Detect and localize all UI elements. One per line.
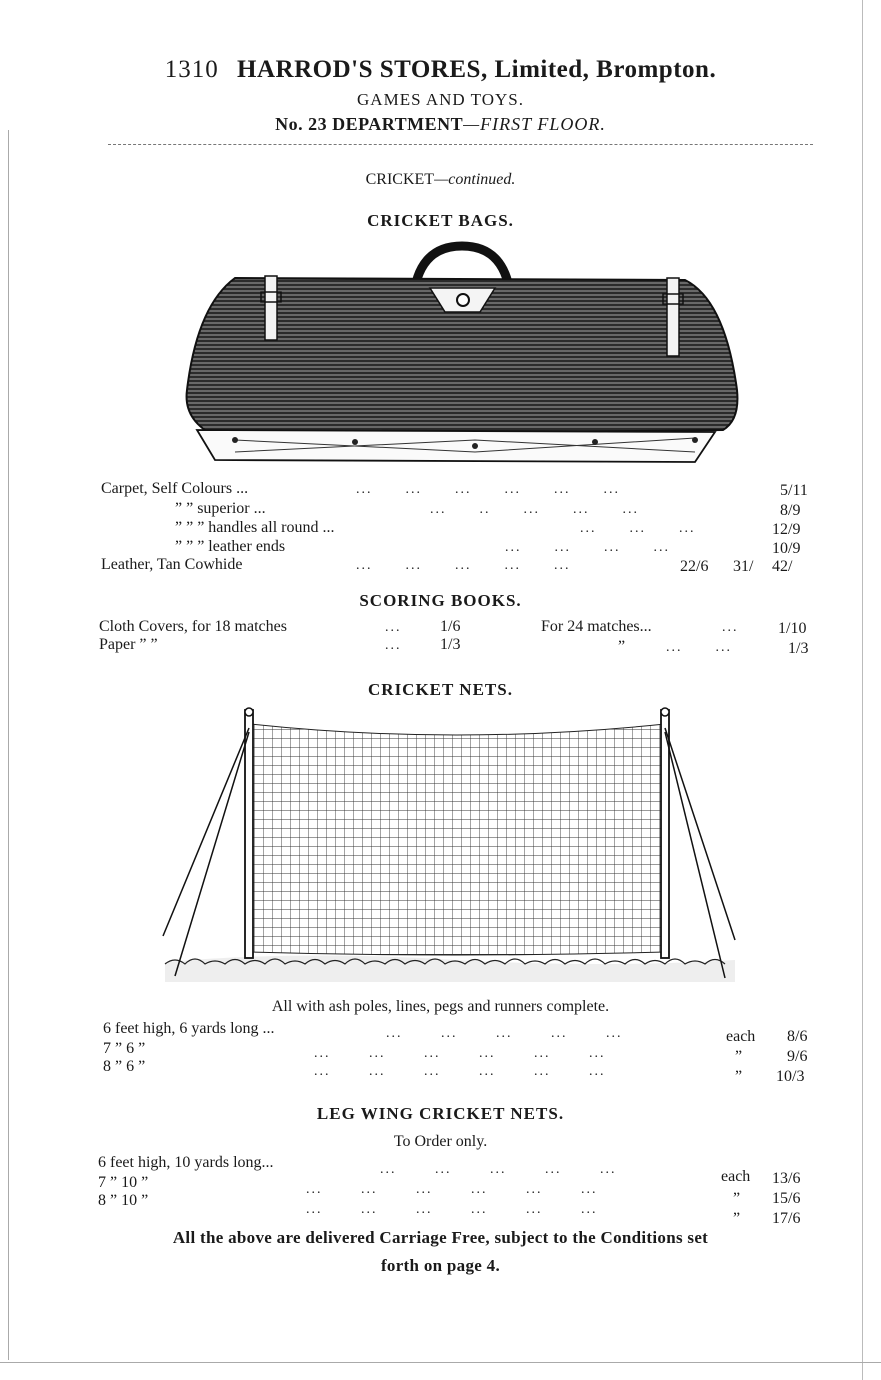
scoring-row-cloth-24-label: For 24 matches... (541, 618, 652, 635)
bag-row-cowhide-leader: ... ... ... ... ... (356, 558, 571, 573)
section-name: CRICKET (365, 171, 435, 188)
scoring-row-paper-24-price: 1/3 (788, 640, 809, 657)
bag-row-handles-price: 12/9 (772, 521, 801, 538)
cricket-nets-note: All with ash poles, lines, pegs and runners complete. (271, 998, 610, 1015)
delivery-note-line-2: forth on page 4. (380, 1256, 501, 1275)
bag-row-cowhide-price-3: 42/ (772, 558, 793, 575)
scoring-row-paper-label: Paper ” ” (99, 636, 158, 653)
cricket-nets-heading: CRICKET NETS. (368, 680, 513, 699)
bag-row-superior-price: 8/9 (780, 502, 801, 519)
legwing-row-7ft-label: 7 ” 10 ” (98, 1174, 149, 1191)
bag-row-leather-ends-price: 10/9 (772, 540, 801, 557)
header-divider (108, 144, 813, 145)
cricket-bag-illustration (175, 240, 745, 468)
scoring-row-paper-24-label: ” (618, 638, 626, 655)
bag-row-leather-ends-leader: ... ... ... ... (505, 540, 670, 555)
legwing-row-8ft-price: 17/6 (772, 1210, 801, 1227)
bag-row-handles-leader: ... ... ... (580, 521, 696, 536)
page-edge-left (8, 130, 9, 1360)
net-row-6ft-price: 8/6 (787, 1028, 808, 1045)
bag-row-cowhide-label: Leather, Tan Cowhide (101, 556, 243, 573)
net-row-6ft-leader: ... ... ... ... ... (386, 1026, 623, 1041)
legwing-row-6ft-label: 6 feet high, 10 yards long... (98, 1154, 274, 1171)
bag-row-superior-label: ” ” superior ... (175, 500, 266, 517)
net-row-7ft-price: 9/6 (787, 1048, 808, 1065)
net-row-7ft-unit: ” (735, 1048, 743, 1065)
net-row-7ft-leader: ... ... ... ... ... ... (314, 1046, 606, 1061)
bag-row-superior-leader: ... .. ... ... ... (430, 502, 639, 517)
net-row-8ft-label: 8 ” 6 ” (103, 1058, 146, 1075)
legwing-row-7ft-price: 15/6 (772, 1190, 801, 1207)
page-edge-bottom (0, 1362, 881, 1363)
legwing-row-7ft-leader: ... ... ... ... ... ... (306, 1182, 598, 1197)
delivery-note-line-1: All the above are delivered Carriage Free, subject to the Conditions set (172, 1228, 709, 1247)
scoring-row-paper-24-leader: ... ... (666, 640, 732, 655)
scoring-row-paper-leader: ... (385, 638, 402, 653)
scoring-row-cloth-label: Cloth Covers, for 18 matches (99, 618, 287, 635)
scoring-row-cloth-24-price: 1/10 (778, 620, 807, 637)
scoring-row-cloth-24-leader: ... (722, 620, 739, 635)
scoring-row-cloth-leader: ... (385, 620, 402, 635)
legwing-row-7ft-unit: ” (733, 1190, 741, 1207)
legwing-row-8ft-label: 8 ” 10 ” (98, 1192, 149, 1209)
bag-row-carpet-leader: ... ... ... ... ... ... (356, 482, 620, 497)
net-row-8ft-price: 10/3 (776, 1068, 805, 1085)
department-floor: —FIRST FLOOR. (463, 114, 606, 134)
net-row-6ft-label: 6 feet high, 6 yards long ... (103, 1020, 275, 1037)
scoring-books-heading: SCORING BOOKS. (359, 591, 522, 610)
cricket-bags-heading: CRICKET BAGS. (367, 211, 514, 230)
bag-row-cowhide-price-1: 22/6 (680, 558, 709, 575)
net-row-6ft-unit: each (726, 1028, 756, 1045)
scoring-row-paper-price: 1/3 (440, 636, 461, 653)
department-line (0, 114, 881, 135)
section-title (0, 171, 881, 189)
category-title: GAMES AND TOYS. (357, 90, 524, 109)
legwing-row-6ft-unit: each (721, 1168, 751, 1185)
cricket-net-illustration (155, 702, 745, 988)
net-row-8ft-unit: ” (735, 1068, 743, 1085)
legwing-row-8ft-unit: ” (733, 1210, 741, 1227)
bag-row-handles-label: ” ” ” handles all round ... (175, 519, 335, 536)
store-name: HARROD'S STORES, Limited, Brompton. (237, 56, 717, 83)
scoring-row-cloth-price: 1/6 (440, 618, 461, 635)
legwing-row-6ft-price: 13/6 (772, 1170, 801, 1187)
bag-row-leather-ends-label: ” ” ” leather ends (175, 538, 286, 555)
legwing-row-8ft-leader: ... ... ... ... ... ... (306, 1202, 598, 1217)
legwing-row-6ft-leader: ... ... ... ... ... (380, 1162, 617, 1177)
bag-row-carpet-price: 5/11 (780, 482, 808, 499)
section-continued: —continued. (434, 171, 516, 188)
net-row-8ft-leader: ... ... ... ... ... ... (314, 1064, 606, 1079)
department-number: No. 23 DEPARTMENT (275, 114, 464, 134)
page-number: 1310 (164, 56, 219, 83)
leg-wing-nets-note: To Order only. (393, 1133, 488, 1150)
net-row-7ft-label: 7 ” 6 ” (103, 1040, 146, 1057)
bag-row-cowhide-price-2: 31/ (733, 558, 754, 575)
page-title (0, 56, 881, 84)
bag-row-carpet-label: Carpet, Self Colours ... (101, 480, 249, 497)
leg-wing-nets-heading: LEG WING CRICKET NETS. (316, 1104, 565, 1123)
